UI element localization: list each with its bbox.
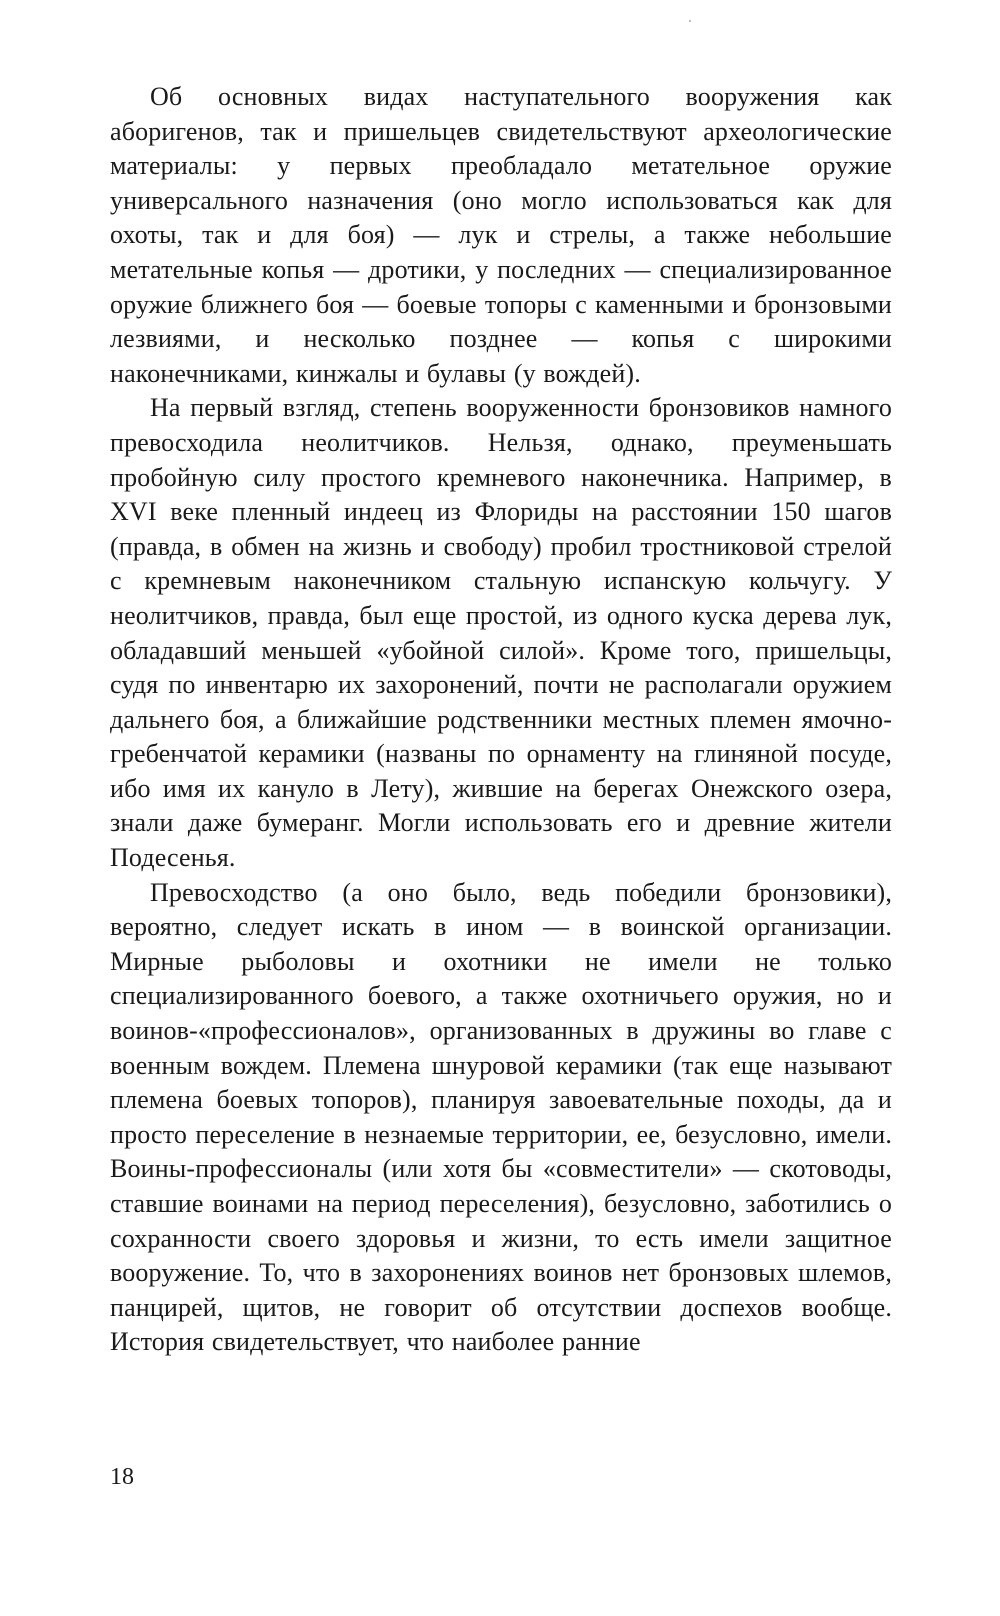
scan-speck	[689, 20, 691, 22]
page-number: 18	[110, 1464, 134, 1490]
paragraph-2: На первый взгляд, степень вооруженности бронзовиков намного превосходила неолитчиков. Нельзя, однако, преуменьшать пробойную силу простого кремневого наконечника. Например, в XVI веке пленный индеец из Флориды на расстоянии 150 шагов (правда, в обмен на жизнь и свободу) пробил тростниковой стрелой с кремневым наконечником стальную испанскую кольчугу. У неолитчиков, правда, был еще простой, из одного куска дерева лук, обладавший меньшей «убойной силой». Кроме того, пришельцы, судя по инвентарю их захоронений, почти не располагали оружием дальнего боя, а ближайшие родственники местных племен ямочно-гребенчатой керамики (названы по орнаменту на глиняной посуде, ибо имя их кануло в Лету), жившие на берегах Онежского озера, знали даже бумеранг. Могли использовать его и древние жители Подесенья.	[110, 393, 892, 873]
body-text	[110, 80, 892, 1360]
paragraph-1: Об основных видах наступательного вооружения как аборигенов, так и пришельцев свидетельствуют археологические материалы: у первых преобладало метательное оружие универсального назначения (оно могло использоваться как для охоты, так и для боя) — лук и стрелы, а также небольшие метательные копья — дротики, у последних — специализированное оружие ближнего боя — боевые топоры с каменными и бронзовыми лезвиями, и несколько позднее — копья с широкими наконечниками, кинжалы и булавы (у вождей).	[110, 82, 892, 388]
paragraph-3: Превосходство (а оно было, ведь победили бронзовики), вероятно, следует искать в ином — в воинской организации. Мирные рыболовы и охотники не имели не только специализированного боевого, а также охотничьего оружия, но и воинов-«профессионалов», организованных в дружины во главе с военным вождем. Племена шнуровой керамики (так еще называют племена боевых топоров), планируя завоевательные походы, да и просто переселение в незнаемые территории, ее, безусловно, имели. Воины-профессионалы (или хотя бы «совместители» — скотоводы, ставшие воинами на период переселения), безусловно, заботились о сохранности своего здоровья и жизни, то есть имели защитное вооружение. То, что в захоронениях воинов нет бронзовых шлемов, панцирей, щитов, не говорит об отсутствии доспехов вообще. История свидетельствует, что наиболее ранние	[110, 877, 892, 1357]
